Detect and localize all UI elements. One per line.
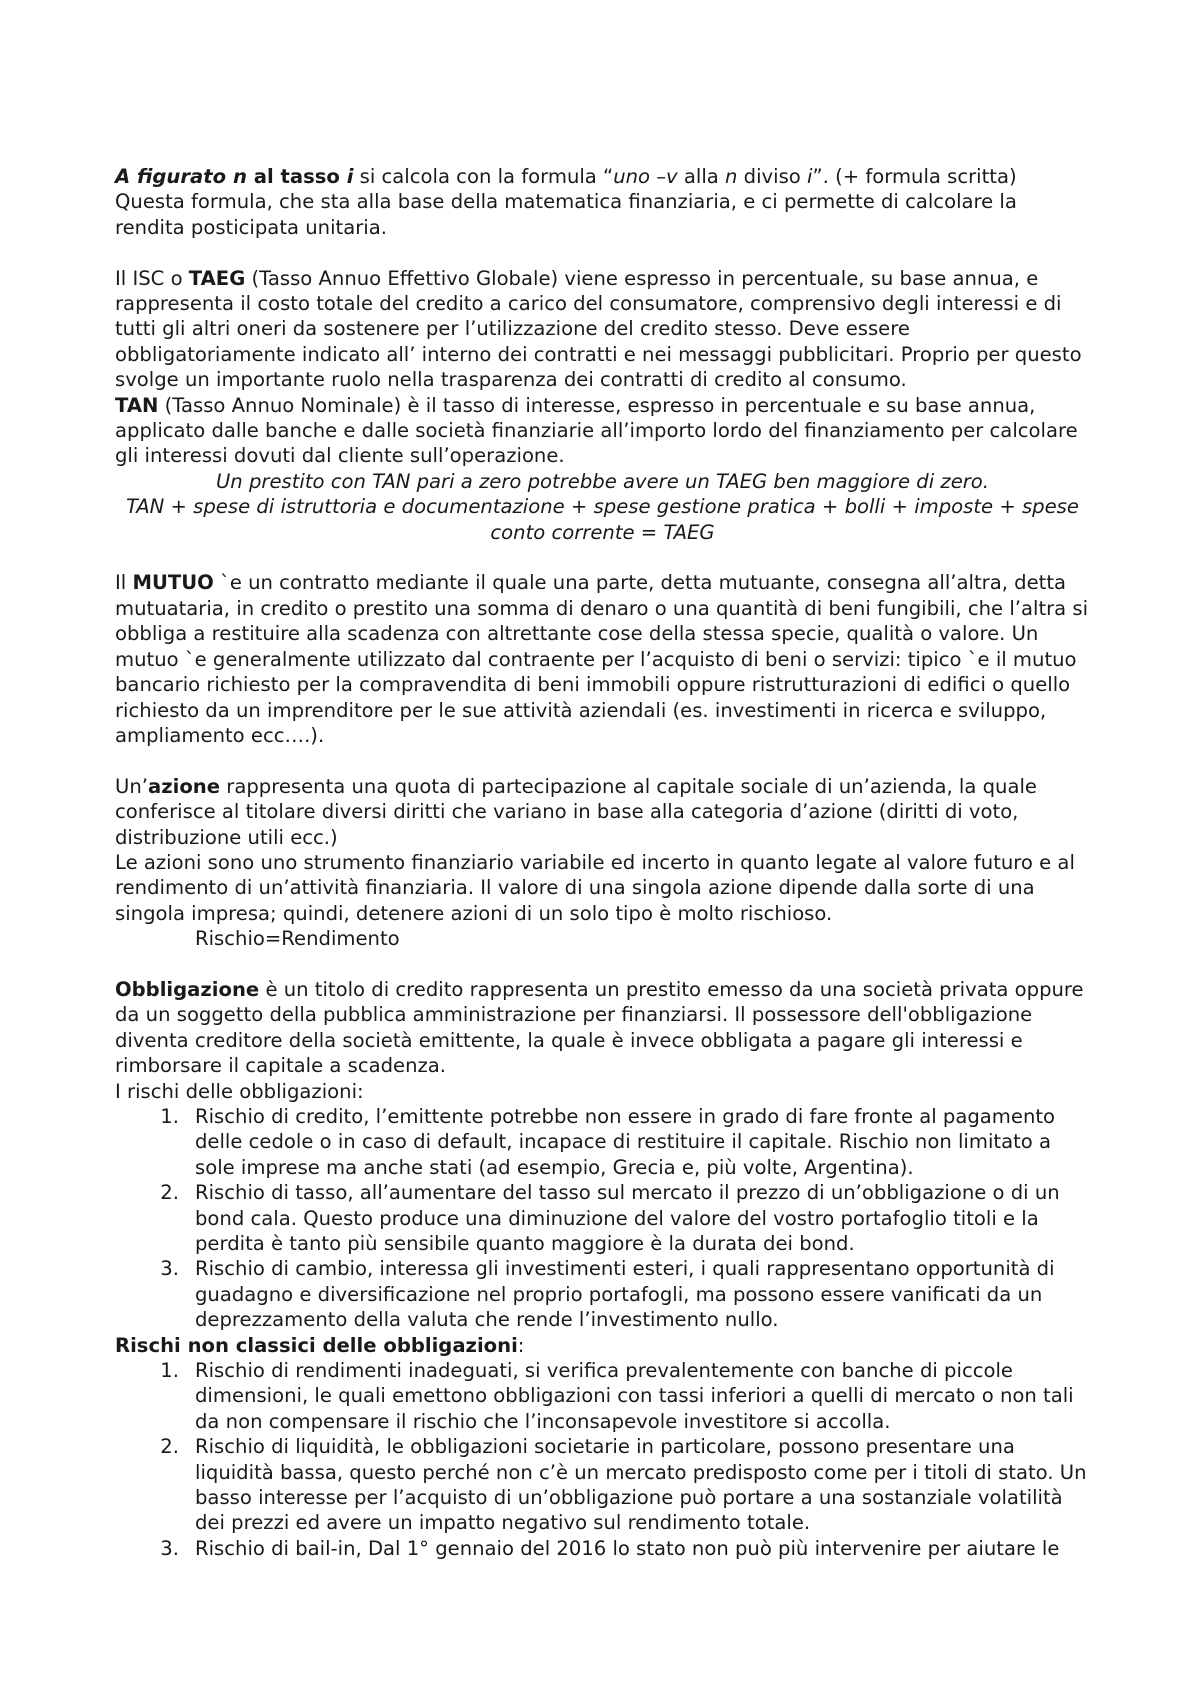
mutuo-term: MUTUO: [132, 571, 214, 595]
list-item: 2. Rischio di liquidità, le obbligazioni societarie in particolare, possono presentare una liquidità bassa, questo perché non c’è un mercato predisposto come per i titoli di stato. Un basso interesse per l’acquisto di un’obbligazione può portare a una sostanziale volatilità dei prezzi ed avere un impatto negativo sul rendimento totale.: [160, 1435, 1087, 1535]
taeg-formula: TAN + spese di istruttoria e documentazione + spese gestione pratica + bolli + imposte + spese conto corrente = TAEG: [126, 495, 1079, 544]
list-item: 1. Rischio di rendimenti inadeguati, si verifica prevalentemente con banche di piccole dimensioni, le quali emettono obbligazioni con tassi inferiori a quelli di mercato o non tali da non compensare il rischio che l’inconsapevole investitore si accolla.: [160, 1359, 1074, 1433]
nonclassic-risks-list: [115, 1358, 1090, 1561]
obbligazione-paragraph: Obbligazione è un titolo di credito rappresenta un prestito emesso da una società privata oppure da un soggetto della pubblica amministrazione per finanziarsi. Il possessore dell'obbligazione diventa creditore della società emittente, la quale è invece obbligata a pagare gli interessi e rimborsare il capitale a scadenza.: [115, 977, 1084, 1078]
taeg-term: TAEG: [188, 266, 246, 290]
risk-return-line: Rischio=Rendimento: [195, 927, 400, 951]
annuity-paragraph: A figurato n al tasso i si calcola con la formula “uno –v alla n diviso i”. (+ formula scritta): [115, 165, 1017, 188]
nonclassic-risks-heading: Rischi non classici delle obbligazioni:: [115, 1333, 525, 1357]
obbligazione-term: Obbligazione: [115, 977, 260, 1001]
annuity-n: n: [232, 165, 247, 188]
list-item: 3. Rischio di cambio, interessa gli investimenti esteri, i quali rappresentano opportunità di guadagno e diversificazione nel proprio portafogli, ma possono essere vanificati da un deprezzamento della valuta che rende l’investimento nullo.: [160, 1257, 1055, 1332]
taeg-paragraph: Il ISC o TAEG (Tasso Annuo Effettivo Globale) viene espresso in percentuale, su base annua, e rappresenta il costo totale del credito a carico del consumatore, comprensivo degli interessi e di tutti gli altri oneri da sostenere per l’utilizzazione del credito stesso. Deve essere obbligatoriamente indicato all’ interno dei contratti e nei messaggi pubblicitari. Proprio per questo svolge un importante ruolo nella trasparenza dei contratti di credito al consumo.: [115, 266, 1082, 392]
azione-term: azione: [148, 774, 221, 798]
azione-risk-paragraph: Le azioni sono uno strumento finanziario variabile ed incerto in quanto legate al valore futuro e al rendimento di un’attività finanziaria. Il valore di una singola azione dipende dalla sorte di una singola impresa; quindi, detenere azioni di un solo tipo è molto rischioso.: [115, 850, 1075, 925]
bond-risks-list: [115, 1104, 1090, 1333]
tan-paragraph: TAN (Tasso Annuo Nominale) è il tasso di interesse, espresso in percentuale e su base annua, applicato dalle banche e dalle società finanziarie all’importo lordo del finanziamento per calcolare gli interessi dovuti dal cliente sull’operazione.: [115, 393, 1078, 468]
annuity-term: A figurato: [115, 165, 227, 188]
azione-paragraph: Un’azione rappresenta una quota di partecipazione al capitale sociale di un’azienda, la quale conferisce al titolare diversi diritti che variano in base alla categoria d’azione (diritti di voto, distribuzione utili ecc.): [115, 774, 1037, 849]
tan-note: Un prestito con TAN pari a zero potrebbe avere un TAEG ben maggiore di zero.: [215, 469, 990, 493]
tan-term: TAN: [115, 393, 159, 417]
annuity-i: i: [346, 165, 354, 188]
bond-risks-heading: I rischi delle obbligazioni:: [115, 1079, 364, 1103]
annuity-explanation: Questa formula, che sta alla base della matematica finanziaria, e ci permette di calcolare la rendita posticipata unitaria.: [115, 190, 1017, 239]
annuity-rate-label: al tasso: [253, 165, 340, 188]
list-item: 1. Rischio di credito, l’emittente potrebbe non essere in grado di fare fronte al pagamento delle cedole o in caso di default, incapace di restituire il capitale. Rischio non limitato a sole imprese ma anche stati (ad esempio, Grecia e, più volte, Argentina).: [160, 1104, 1056, 1179]
list-item: 3. Rischio di bail-in, Dal 1° gennaio del 2016 lo stato non può più intervenire per aiutare le: [160, 1536, 1060, 1560]
list-item: 2. Rischio di tasso, all’aumentare del tasso sul mercato il prezzo di un’obbligazione o di un bond cala. Questo produce una diminuzione del valore del vostro portafoglio titoli e la perdita è tanto più sensibile quanto maggiore è la durata dei bond.: [160, 1181, 1060, 1255]
mutuo-paragraph: Il MUTUO `e un contratto mediante il quale una parte, detta mutuante, consegna all’altra, detta mutuataria, in credito o prestito una somma di denaro o una quantità di beni fungibili, che l’altra si obbliga a restituire alla scadenza con altrettante cose della stessa specie, qualità o valore. Un mutuo `e generalmente utilizzato dal contraente per l’acquisto di beni o servizi: tipico `e il mutuo bancario richiesto per la compravendita di beni immobili oppure ristrutturazioni di edifici o quello richiesto da un imprenditore per le sue attività aziendali (es. investimenti in ricerca e sviluppo, ampliamento ecc….).: [115, 571, 1089, 747]
